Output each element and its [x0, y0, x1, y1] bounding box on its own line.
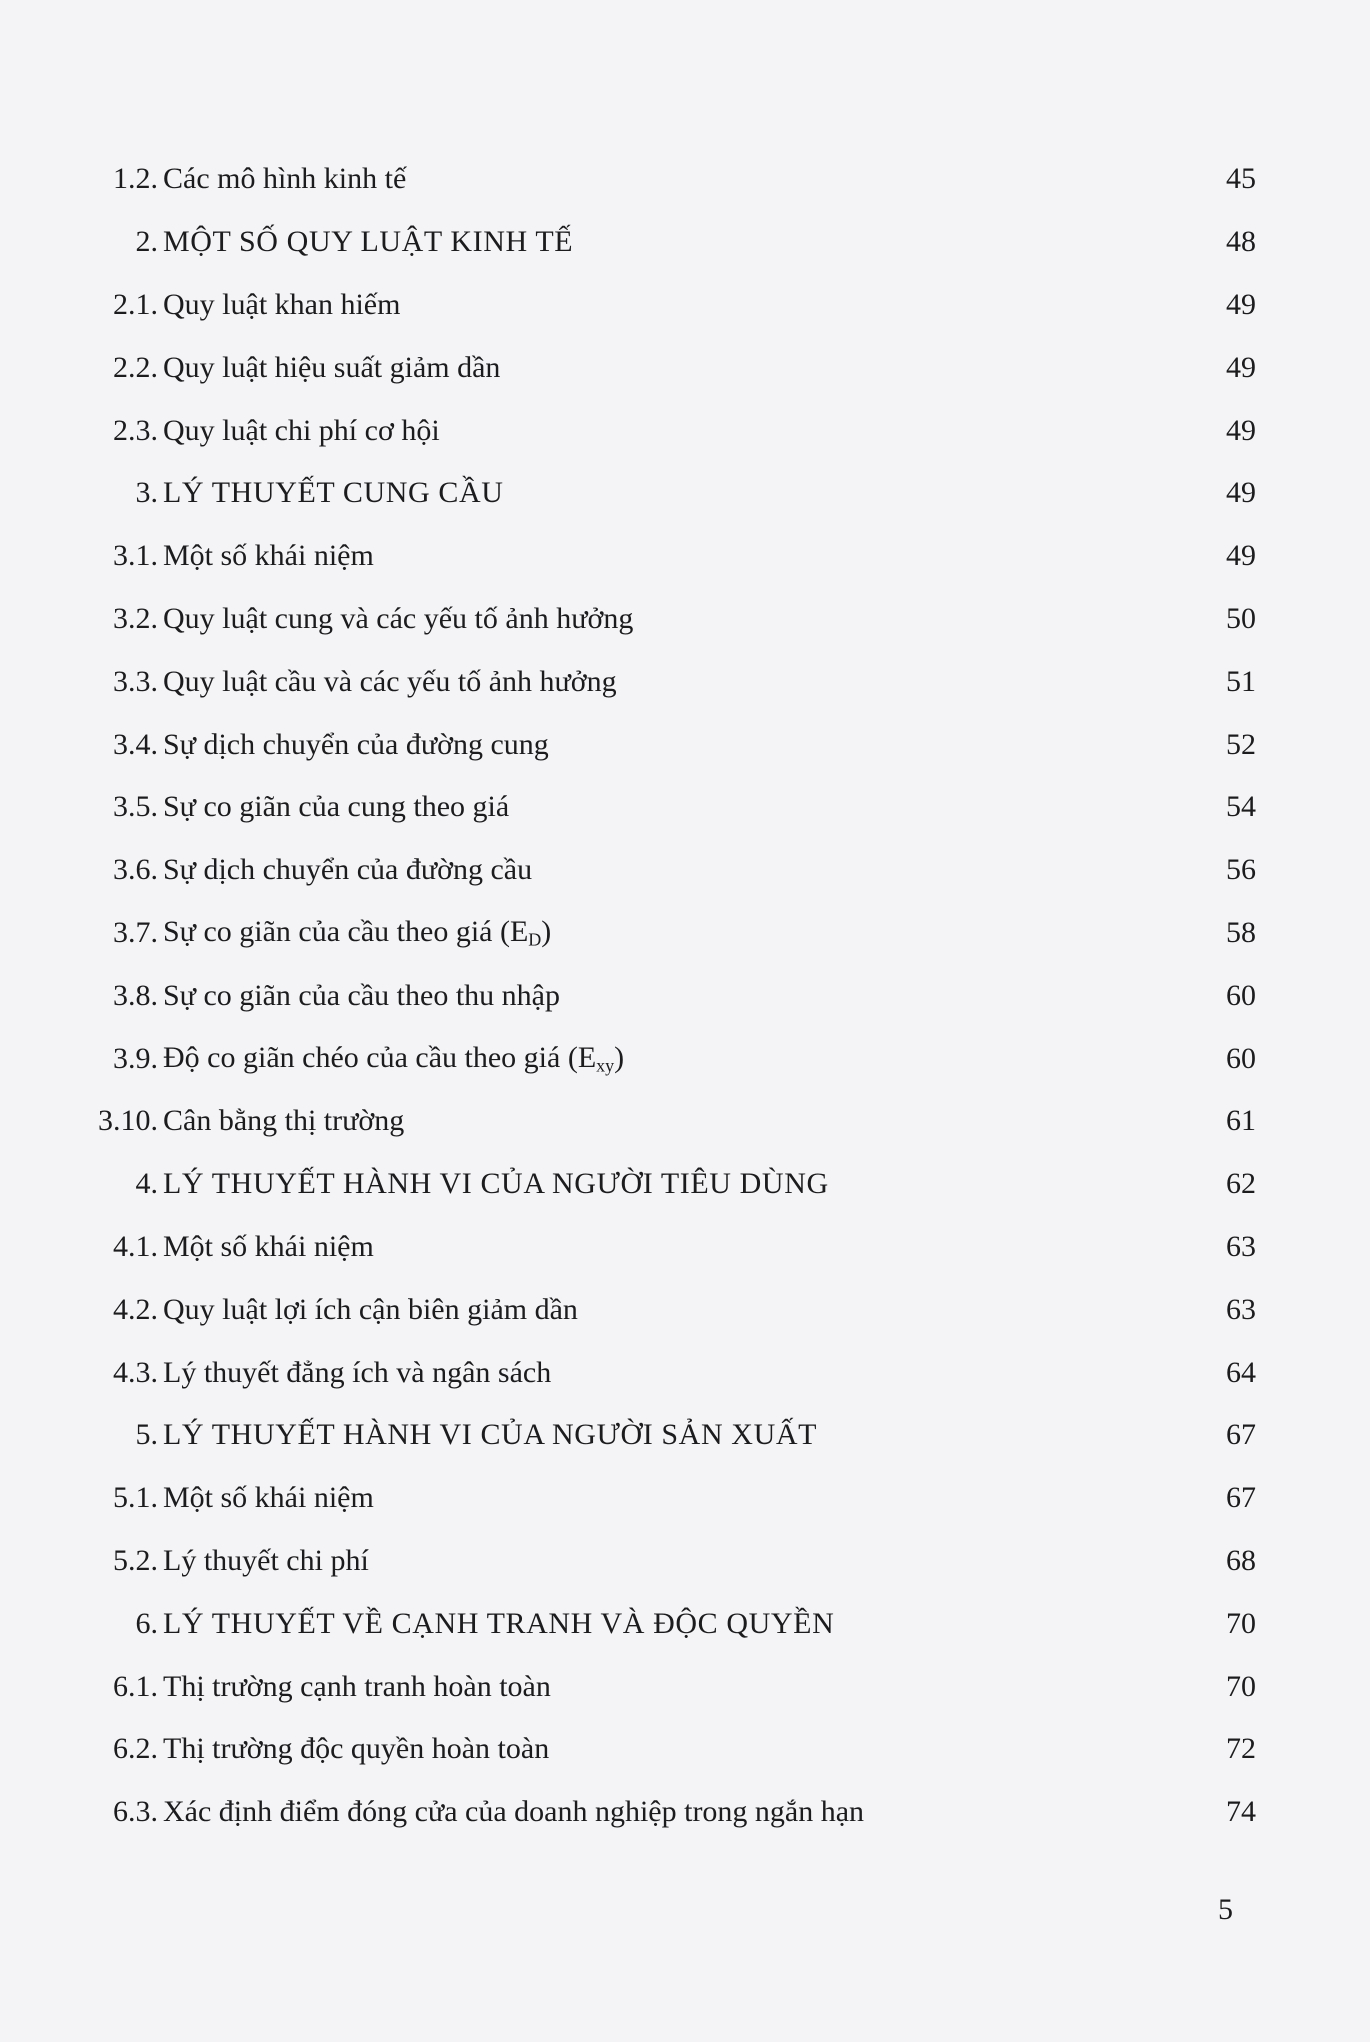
toc-entry-title-text: LÝ THUYẾT HÀNH VI CỦA NGƯỜI SẢN XUẤT — [163, 1418, 818, 1452]
toc-entry-number: 3. — [135, 476, 158, 510]
toc-entry-page: 49 — [1226, 413, 1256, 447]
toc-entry-title — [163, 1293, 578, 1327]
toc-entry-number: 4.3. — [113, 1355, 158, 1389]
toc-entry-title-text: Thị trường độc quyền hoàn toàn — [163, 1732, 550, 1766]
toc-entry — [66, 588, 1256, 651]
toc-entry-title — [163, 1418, 817, 1452]
toc-entry — [66, 1278, 1256, 1341]
toc-entry-title — [163, 539, 374, 573]
toc-entry-page: 56 — [1226, 853, 1256, 887]
toc-entry-title — [163, 915, 551, 951]
toc-entry-title-text: Cân bằng thị trường — [163, 1104, 405, 1138]
toc-entry-page: 63 — [1226, 1292, 1256, 1326]
toc-entry — [66, 1467, 1256, 1530]
toc-entry-number: 5.2. — [113, 1543, 158, 1577]
toc-entry-title — [163, 1607, 834, 1641]
toc-entry-page: 67 — [1226, 1418, 1256, 1452]
toc-entry-title — [163, 225, 573, 259]
toc-entry-title — [163, 1167, 829, 1201]
toc-entry-number: 1.2. — [113, 162, 158, 196]
toc-entry-page: 74 — [1226, 1795, 1256, 1829]
toc-entry-title — [163, 665, 617, 699]
toc-entry-page: 72 — [1226, 1732, 1256, 1766]
toc-entry-title-tail: ) — [614, 1040, 625, 1074]
toc-entry-title — [163, 1670, 551, 1704]
toc-entry-page: 70 — [1226, 1669, 1256, 1703]
toc-entry — [66, 336, 1256, 399]
toc-entry-title — [163, 1041, 624, 1077]
toc-entry-title — [163, 1481, 374, 1515]
toc-section-heading — [66, 462, 1256, 525]
toc-entry — [66, 839, 1256, 902]
toc-entry — [66, 776, 1256, 839]
table-of-contents — [66, 148, 1256, 1844]
toc-entry-title — [163, 476, 504, 510]
toc-entry — [66, 1655, 1256, 1718]
toc-entry-title-text: Sự co giãn của cầu theo thu nhập — [163, 978, 560, 1012]
toc-entry — [66, 964, 1256, 1027]
toc-entry-number: 5. — [135, 1418, 158, 1452]
toc-entry-number: 6. — [135, 1606, 158, 1640]
toc-entry-page: 49 — [1226, 287, 1256, 321]
toc-entry — [66, 399, 1256, 462]
toc-entry-page: 45 — [1226, 162, 1256, 196]
toc-entry-title — [163, 1795, 864, 1829]
toc-entry-title-text: Lý thuyết chi phí — [163, 1543, 369, 1577]
toc-entry-number: 6.3. — [113, 1795, 158, 1829]
toc-entry-title — [163, 853, 532, 887]
toc-entry-page: 61 — [1226, 1104, 1256, 1138]
toc-entry-page: 62 — [1226, 1167, 1256, 1201]
toc-entry-page: 70 — [1226, 1606, 1256, 1640]
toc-entry-title — [163, 1544, 369, 1578]
toc-entry-title — [163, 1104, 404, 1138]
toc-entry-title-text: Quy luật chi phí cơ hội — [163, 413, 440, 447]
toc-section-heading — [66, 1153, 1256, 1216]
toc-entry-page: 60 — [1226, 978, 1256, 1012]
toc-entry — [66, 148, 1256, 211]
toc-section-heading — [66, 211, 1256, 274]
toc-entry-title-text: Sự co giãn của cầu theo giá (E — [163, 915, 529, 949]
toc-entry-title — [163, 1230, 374, 1264]
toc-entry-number: 5.1. — [113, 1481, 158, 1515]
toc-entry — [66, 525, 1256, 588]
toc-entry-number: 3.3. — [113, 664, 158, 698]
toc-entry-title-text: Một số khái niệm — [163, 1229, 374, 1263]
toc-entry-page: 64 — [1226, 1355, 1256, 1389]
toc-entry-subscript: D — [528, 929, 542, 950]
toc-entry-title-text: Quy luật cung và các yếu tố ảnh hưởng — [163, 601, 634, 635]
toc-entry-title — [163, 288, 400, 322]
toc-entry-page: 48 — [1226, 225, 1256, 259]
toc-entry-title-text: Quy luật khan hiếm — [163, 287, 401, 321]
toc-entry-title-text: Quy luật cầu và các yếu tố ảnh hưởng — [163, 664, 617, 698]
toc-entry-title — [163, 602, 633, 636]
toc-entry-number: 3.5. — [113, 790, 158, 824]
toc-entry-title-text: MỘT SỐ QUY LUẬT KINH TẾ — [163, 225, 574, 259]
toc-section-heading — [66, 1592, 1256, 1655]
toc-entry-number: 2. — [135, 225, 158, 259]
toc-entry — [66, 1027, 1256, 1090]
toc-entry-title-text: Độ co giãn chéo của cầu theo giá (E — [163, 1040, 597, 1074]
toc-entry-page: 52 — [1226, 727, 1256, 761]
toc-entry-title-text: LÝ THUYẾT VỀ CẠNH TRANH VÀ ĐỘC QUYỀN — [163, 1606, 835, 1640]
toc-entry-number: 6.2. — [113, 1732, 158, 1766]
toc-entry — [66, 1341, 1256, 1404]
toc-entry-page: 67 — [1226, 1481, 1256, 1515]
toc-entry-page: 49 — [1226, 539, 1256, 573]
toc-entry-title-text: Sự dịch chuyển của đường cầu — [163, 853, 533, 887]
toc-entry-title — [163, 351, 500, 385]
toc-entry-title-text: LÝ THUYẾT HÀNH VI CỦA NGƯỜI TIÊU DÙNG — [163, 1167, 829, 1201]
toc-entry-title-text: Thị trường cạnh tranh hoàn toàn — [163, 1669, 551, 1703]
toc-entry-page: 51 — [1226, 664, 1256, 698]
toc-entry-number: 2.3. — [113, 413, 158, 447]
toc-entry-number: 3.8. — [113, 978, 158, 1012]
toc-entry-title-text: Một số khái niệm — [163, 539, 374, 573]
toc-entry-page: 49 — [1226, 350, 1256, 384]
page-number: 5 — [1218, 1893, 1233, 1926]
toc-entry-title — [163, 979, 560, 1013]
toc-entry — [66, 650, 1256, 713]
toc-entry — [66, 713, 1256, 776]
toc-entry-page: 63 — [1226, 1229, 1256, 1263]
toc-entry-number: 4.1. — [113, 1229, 158, 1263]
toc-entry — [66, 1781, 1256, 1844]
toc-entry-title-text: Các mô hình kinh tế — [163, 162, 407, 196]
toc-entry-number: 3.7. — [113, 915, 158, 949]
toc-entry — [66, 1090, 1256, 1153]
toc-entry-title — [163, 1356, 551, 1390]
toc-entry-number: 3.4. — [113, 727, 158, 761]
toc-entry-number: 3.9. — [113, 1041, 158, 1075]
toc-entry-title — [163, 790, 509, 824]
toc-entry — [66, 1530, 1256, 1593]
toc-entry-title-tail: ) — [541, 915, 552, 949]
toc-entry-page: 54 — [1226, 790, 1256, 824]
toc-entry-title — [163, 414, 440, 448]
toc-section-heading — [66, 1404, 1256, 1467]
toc-entry — [66, 1216, 1256, 1279]
toc-entry-number: 3.1. — [113, 539, 158, 573]
toc-entry-title-text: Quy luật lợi ích cận biên giảm dần — [163, 1292, 578, 1326]
toc-entry-page: 49 — [1226, 476, 1256, 510]
toc-entry-title-text: Sự co giãn của cung theo giá — [163, 790, 510, 824]
toc-entry-page: 50 — [1226, 601, 1256, 635]
toc-entry-title-text: Lý thuyết đẳng ích và ngân sách — [163, 1355, 552, 1389]
toc-entry-title-text: Một số khái niệm — [163, 1481, 374, 1515]
toc-entry-title — [163, 162, 406, 196]
toc-entry-title — [163, 728, 549, 762]
toc-entry-title-text: Quy luật hiệu suất giảm dần — [163, 350, 501, 384]
toc-entry-title — [163, 1732, 549, 1766]
toc-entry-number: 3.10. — [98, 1104, 158, 1138]
toc-entry-page: 58 — [1226, 915, 1256, 949]
toc-entry-page: 68 — [1226, 1543, 1256, 1577]
toc-entry — [66, 902, 1256, 965]
toc-entry-title-text: Sự dịch chuyển của đường cung — [163, 727, 549, 761]
toc-entry — [66, 1718, 1256, 1781]
toc-entry-number: 3.6. — [113, 853, 158, 887]
toc-entry-number: 2.2. — [113, 350, 158, 384]
toc-entry-number: 4. — [135, 1167, 158, 1201]
toc-entry-page: 60 — [1226, 1041, 1256, 1075]
toc-entry-number: 4.2. — [113, 1292, 158, 1326]
toc-entry-title-text: Xác định điểm đóng cửa của doanh nghiệp trong ngắn hạn — [163, 1795, 865, 1829]
toc-entry-subscript: xy — [596, 1055, 615, 1076]
toc-entry-number: 3.2. — [113, 601, 158, 635]
toc-entry — [66, 274, 1256, 337]
toc-entry-title-text: LÝ THUYẾT CUNG CẦU — [163, 476, 504, 510]
toc-entry-number: 2.1. — [113, 287, 158, 321]
toc-entry-number: 6.1. — [113, 1669, 158, 1703]
